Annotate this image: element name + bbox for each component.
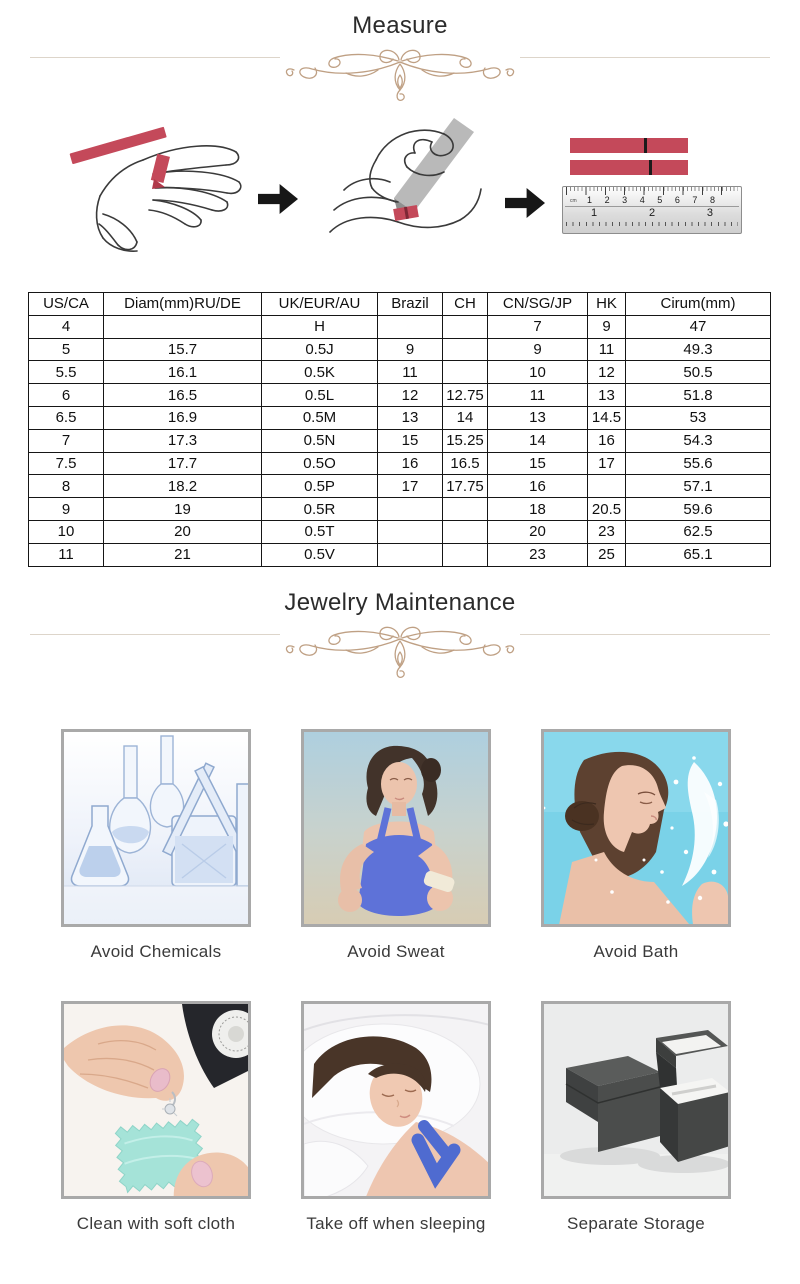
table-cell: 16: [378, 452, 443, 475]
table-cell: 0.5K: [262, 361, 378, 384]
pen-mark: [644, 138, 647, 153]
maintenance-title: Jewelry Maintenance: [284, 588, 516, 616]
table-cell: 13: [378, 406, 443, 429]
paper-strip: [570, 160, 688, 175]
table-cell: 7: [29, 429, 104, 452]
avoid-bath-photo: [541, 729, 731, 927]
table-cell: [378, 498, 443, 521]
table-row: [29, 429, 771, 452]
ruler-inch-ticks: [566, 220, 738, 226]
table-cell: 13: [588, 384, 626, 407]
step-mark-strip-illustration: [318, 116, 493, 271]
maintenance-caption: Clean with soft cloth: [76, 1213, 236, 1233]
table-cell: 59.6: [626, 498, 771, 521]
column-header: CN/SG/JP: [488, 293, 588, 316]
ruler-number: 8: [709, 195, 715, 205]
table-cell: 11: [29, 543, 104, 566]
table-cell: 16.1: [104, 361, 262, 384]
table-cell: 17.3: [104, 429, 262, 452]
flourish-ornament-icon: [280, 46, 520, 104]
table-cell: 16: [588, 429, 626, 452]
table-cell: 16.5: [443, 452, 488, 475]
table-cell: H: [262, 315, 378, 338]
table-cell: 55.6: [626, 452, 771, 475]
table-cell: 16.9: [104, 406, 262, 429]
table-cell: 17: [588, 452, 626, 475]
divider-line: [520, 57, 770, 58]
ruler-number: 7: [692, 195, 698, 205]
table-cell: 7.5: [29, 452, 104, 475]
table-cell: 14.5: [588, 406, 626, 429]
maintenance-caption: Avoid Chemicals: [90, 941, 222, 961]
flourish-divider: [0, 623, 800, 683]
ruler-number: 2: [604, 195, 610, 205]
divider-line: [30, 57, 280, 58]
separate-storage-photo: [541, 1001, 731, 1199]
table-cell: 20: [488, 520, 588, 543]
column-header: UK/EUR/AU: [262, 293, 378, 316]
ruler-number: 4: [639, 195, 645, 205]
table-cell: 9: [29, 498, 104, 521]
table-row: [29, 338, 771, 361]
table-cell: 14: [488, 429, 588, 452]
ruler-inch-numbers: [563, 207, 741, 220]
table-cell: 0.5V: [262, 543, 378, 566]
table-cell: [378, 315, 443, 338]
table-cell: 0.5O: [262, 452, 378, 475]
table-row: [29, 475, 771, 498]
measure-section: [0, 0, 800, 567]
measure-steps: [0, 114, 800, 274]
column-header: Brazil: [378, 293, 443, 316]
maintenance-section: [0, 567, 800, 1234]
table-cell: 12: [378, 384, 443, 407]
table-cell: 21: [104, 543, 262, 566]
table-cell: [443, 543, 488, 566]
column-header: CH: [443, 293, 488, 316]
ruler: [562, 186, 742, 234]
table-cell: 16.5: [104, 384, 262, 407]
table-cell: 6.5: [29, 406, 104, 429]
table-cell: 18.2: [104, 475, 262, 498]
table-cell: [443, 498, 488, 521]
table-row: [29, 384, 771, 407]
table-cell: 5: [29, 338, 104, 361]
table-cell: 15.7: [104, 338, 262, 361]
table-row: [29, 520, 771, 543]
table-cell: 62.5: [626, 520, 771, 543]
table-cell: 10: [488, 361, 588, 384]
table-cell: 9: [378, 338, 443, 361]
maintenance-grid: [0, 729, 800, 1234]
table-cell: 0.5N: [262, 429, 378, 452]
size-table-body: [29, 315, 771, 566]
table-cell: 11: [378, 361, 443, 384]
table-row: [29, 361, 771, 384]
table-cell: 47: [626, 315, 771, 338]
maintenance-item-separate-storage: [538, 1001, 734, 1234]
ruler-number: 1: [587, 195, 593, 205]
maintenance-caption: Avoid Bath: [593, 941, 679, 961]
table-cell: 11: [488, 384, 588, 407]
table-cell: [104, 315, 262, 338]
table-row: [29, 498, 771, 521]
table-cell: 57.1: [626, 475, 771, 498]
table-cell: 0.5L: [262, 384, 378, 407]
table-cell: 20: [104, 520, 262, 543]
table-cell: 20.5: [588, 498, 626, 521]
table-cell: 0.5M: [262, 406, 378, 429]
clean-with-soft-cloth-photo: [61, 1001, 251, 1199]
table-cell: 15: [378, 429, 443, 452]
table-cell: 8: [29, 475, 104, 498]
avoid-sweat-photo: [301, 729, 491, 927]
table-cell: 12.75: [443, 384, 488, 407]
table-cell: 6: [29, 384, 104, 407]
table-cell: 65.1: [626, 543, 771, 566]
maintenance-item-clean-with-soft-cloth: [58, 1001, 254, 1234]
ruler-cm-numbers: [563, 195, 741, 205]
table-cell: 13: [488, 406, 588, 429]
table-cell: 9: [488, 338, 588, 361]
ruler-cm-ticks: [566, 187, 738, 195]
table-cell: 5.5: [29, 361, 104, 384]
table-cell: 14: [443, 406, 488, 429]
table-cell: 49.3: [626, 338, 771, 361]
table-cell: 17: [378, 475, 443, 498]
divider-line: [520, 634, 770, 635]
arrow-right-icon: [505, 188, 545, 218]
avoid-chemicals-photo: [61, 729, 251, 927]
table-cell: 17.7: [104, 452, 262, 475]
table-cell: 25: [588, 543, 626, 566]
table-cell: 50.5: [626, 361, 771, 384]
maintenance-item-avoid-sweat: [298, 729, 494, 962]
maintenance-item-avoid-chemicals: [58, 729, 254, 962]
maintenance-caption: Avoid Sweat: [347, 941, 445, 961]
table-cell: 0.5T: [262, 520, 378, 543]
table-row: [29, 315, 771, 338]
table-cell: 16: [488, 475, 588, 498]
table-cell: 51.8: [626, 384, 771, 407]
flourish-ornament-icon: [280, 623, 520, 681]
table-cell: [443, 338, 488, 361]
ruler-number: 3: [706, 207, 713, 219]
table-cell: 0.5R: [262, 498, 378, 521]
step-measure-ruler-illustration: [556, 136, 746, 252]
table-row: [29, 406, 771, 429]
measure-title: Measure: [352, 12, 448, 39]
table-cell: 15.25: [443, 429, 488, 452]
take-off-when-sleeping-photo: [301, 1001, 491, 1199]
table-cell: 53: [626, 406, 771, 429]
table-cell: [443, 520, 488, 543]
step-wrap-strip-illustration: [55, 118, 255, 268]
arrow-right-icon: [258, 184, 298, 214]
table-cell: 23: [488, 543, 588, 566]
column-header: Cirum(mm): [626, 293, 771, 316]
table-cell: 12: [588, 361, 626, 384]
table-cell: [443, 315, 488, 338]
pen-mark: [649, 160, 652, 175]
table-cell: 54.3: [626, 429, 771, 452]
ruler-number: 3: [622, 195, 628, 205]
table-cell: [443, 361, 488, 384]
ruler-number: 1: [591, 207, 598, 219]
table-cell: 9: [588, 315, 626, 338]
paper-strip: [570, 138, 688, 153]
ruler-number: 5: [657, 195, 663, 205]
table-cell: 15: [488, 452, 588, 475]
column-header: US/CA: [29, 293, 104, 316]
size-table-header-row: [29, 293, 771, 316]
maintenance-item-avoid-bath: [538, 729, 734, 962]
table-row: [29, 543, 771, 566]
ruler-number: 2: [648, 207, 656, 219]
ruler-cm-unit: cm: [570, 198, 577, 204]
table-cell: [378, 520, 443, 543]
table-cell: 23: [588, 520, 626, 543]
ruler-number: 6: [674, 195, 680, 205]
divider-line: [30, 634, 280, 635]
table-cell: 17.75: [443, 475, 488, 498]
table-cell: 19: [104, 498, 262, 521]
table-cell: [378, 543, 443, 566]
column-header: HK: [588, 293, 626, 316]
table-row: [29, 452, 771, 475]
table-cell: [588, 475, 626, 498]
table-cell: 18: [488, 498, 588, 521]
flourish-divider: [0, 46, 800, 106]
ring-size-table: [28, 292, 771, 567]
maintenance-item-take-off-when-sleeping: [298, 1001, 494, 1234]
column-header: Diam(mm)RU/DE: [104, 293, 262, 316]
table-cell: 7: [488, 315, 588, 338]
maintenance-caption: Separate Storage: [566, 1213, 706, 1233]
maintenance-caption: Take off when sleeping: [306, 1213, 486, 1233]
table-cell: 0.5J: [262, 338, 378, 361]
table-cell: 10: [29, 520, 104, 543]
table-cell: 0.5P: [262, 475, 378, 498]
table-cell: 11: [588, 338, 626, 361]
table-cell: 4: [29, 315, 104, 338]
